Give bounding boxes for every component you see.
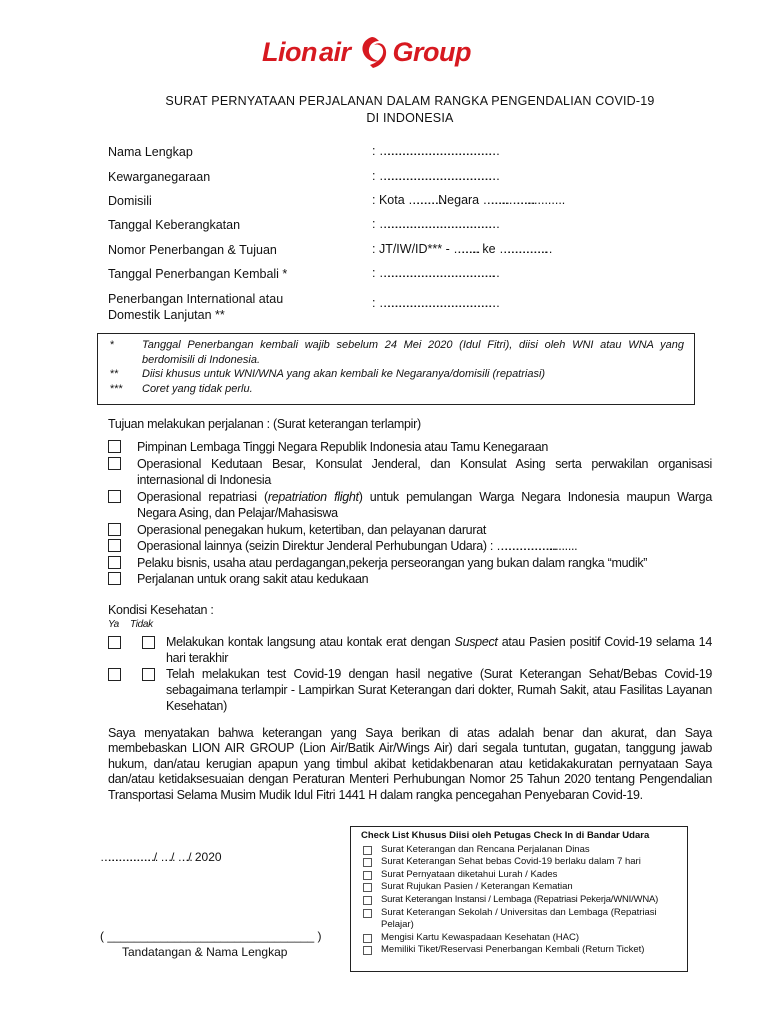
purpose-checkbox[interactable] (108, 457, 121, 470)
field-label-onward-flight: Penerbangan International atau Domestik Lanjutan ** (108, 292, 284, 322)
footnotes-box (97, 333, 695, 405)
footnote-mark: ** (110, 368, 119, 380)
field-value-domicile[interactable]: : Kota ……………………Negara ……………..……………........... (372, 193, 566, 207)
signature-caption: Tandatangan & Nama Lengkap (122, 945, 288, 959)
purpose-option (108, 489, 712, 522)
health-question (108, 666, 712, 714)
checklist-item (361, 881, 681, 894)
footnote (98, 367, 694, 382)
checklist-checkbox[interactable] (363, 858, 372, 867)
purpose-option-label: Operasional penegakan hukum, ketertiban, dan pelayanan darurat (137, 522, 487, 537)
health-column-no: Tidak (130, 618, 153, 630)
health-question-label: Telah melakukan test Covid-19 dengan hasil negative (Surat Keterangan Sehat/Bebas Covid-19 sebagaimana terlampir - Lampirkan Surat Keterangan dari dokter, Rumah Sakit, atau Fasilitas Layanan Kesehatan) (166, 666, 712, 713)
health-yes-checkbox[interactable] (108, 668, 121, 681)
checklist-checkbox[interactable] (363, 946, 372, 955)
health-columns (108, 618, 712, 631)
health-column-yes: Ya (108, 618, 119, 630)
health-question-label: Melakukan kontak langsung atau kontak erat dengan Suspect atau Pasien positif Covid-19 selama 14 hari terakhir (166, 634, 712, 665)
health-no-checkbox[interactable] (142, 668, 155, 681)
field-value-onward-flight[interactable]: : ……………………………………………………………………………… (372, 296, 492, 310)
purpose-checkbox[interactable] (108, 556, 121, 569)
checklist-checkbox[interactable] (363, 846, 372, 855)
document-title-line2: DI INDONESIA (366, 111, 454, 125)
purpose-heading: Tujuan melakukan perjalanan : (Surat keterangan terlampir) (108, 417, 421, 431)
field-label-domicile: Domisili (108, 194, 152, 208)
purpose-checkbox[interactable] (108, 539, 121, 552)
health-no-checkbox[interactable] (142, 636, 155, 649)
checklist-checkbox[interactable] (363, 871, 372, 880)
checklist-title: Check List Khusus Diisi oleh Petugas Check In di Bandar Udara (361, 830, 650, 841)
field-value-return-date[interactable]: : ………………………………………………………………………………. (372, 266, 495, 280)
logo-text-group: Group (392, 36, 472, 67)
checklist-item (361, 856, 681, 869)
logo-text-air: air (318, 36, 351, 67)
field-value-name[interactable]: : ……………………………………………………………………………… (372, 144, 492, 158)
purpose-option (108, 456, 712, 489)
checklist-item-label: Surat Keterangan dan Rencana Perjalanan Dinas (381, 843, 590, 855)
purpose-checkbox[interactable] (108, 523, 121, 536)
checklist-item (361, 869, 681, 882)
signature-name-line[interactable]: ( _______________________________ ) (100, 929, 322, 943)
footnote-mark: * (110, 339, 115, 351)
purpose-checkbox[interactable] (108, 572, 121, 585)
date-line[interactable]: …………………………………… / …… / …… / 2020 (100, 850, 222, 864)
footnote-text: Tanggal Penerbangan kembali wajib sebelum 24 Mei 2020 (Idul Fitri), diisi oleh WNI atau WNA yang berdomisili di Indonesia. (142, 339, 684, 366)
checklist-item-label: Surat Keterangan Instansi / Lembaga (Repatriasi Pekerja/WNI/WNA) (381, 893, 659, 905)
purpose-option (108, 571, 712, 588)
checklist-item-label: Mengisi Kartu Kewaspadaan Kesehatan (HAC) (381, 931, 580, 943)
checklist-item-label: Surat Keterangan Sekolah / Universitas dan Lembaga (Repatriasi Pelajar) (381, 906, 657, 931)
checklist-item (361, 932, 681, 945)
field-value-departure-date[interactable]: : ……………………………………………………………………………… (372, 217, 492, 231)
field-label-flight-number: Nomor Penerbangan & Tujuan (108, 243, 277, 257)
purpose-option (108, 538, 712, 555)
checklist-checkbox[interactable] (363, 896, 372, 905)
document-title-line1: SURAT PERNYATAAN PERJALANAN DALAM RANGKA PENGENDALIAN COVID-19 (165, 94, 655, 108)
footnote-mark: *** (110, 382, 123, 395)
footnote (98, 382, 694, 397)
field-label-departure-date: Tanggal Keberangkatan (108, 218, 241, 232)
field-label-nationality: Kewarganegaraan (108, 170, 211, 184)
purpose-option-label: Pelaku bisnis, usaha atau perdagangan,pekerja perseorangan yang bukan dalam rangka “mudik” (137, 555, 648, 570)
footnote-text: Diisi khusus untuk WNI/WNA yang akan kembali ke Negaranya/domisili (repatriasi) (142, 368, 546, 380)
purpose-checkbox[interactable] (108, 440, 121, 453)
lion-emblem-icon (357, 35, 387, 69)
checklist-item (361, 944, 681, 957)
logo-text-lion: Lion (262, 36, 317, 67)
purpose-option-label: Pimpinan Lembaga Tinggi Negara Republik Indonesia atau Tamu Kenegaraan (137, 440, 549, 454)
purpose-option-label: Perjalanan untuk orang sakit atau kedukaan (137, 572, 369, 586)
checklist-checkbox[interactable] (363, 883, 372, 892)
purpose-option (108, 555, 712, 572)
field-value-flight-number[interactable]: : JT/IW/ID*** - …………….. ke ………………………………. (372, 242, 548, 256)
checklist-checkbox[interactable] (363, 909, 372, 918)
health-heading: Kondisi Kesehatan : (108, 602, 214, 617)
checklist-item (361, 894, 681, 907)
checkin-checklist-box (350, 826, 688, 972)
lion-air-group-logo (262, 32, 524, 72)
health-yes-checkbox[interactable] (108, 636, 121, 649)
purpose-option (108, 522, 712, 539)
purpose-option-label: Operasional Kedutaan Besar, Konsulat Jenderal, dan Konsulat Asing serta perwakilan organisasi internasional di Indonesia (137, 456, 712, 487)
checklist-checkbox[interactable] (363, 934, 372, 943)
checklist-item-label: Memiliki Tiket/Reservasi Penerbangan Kembali (Return Ticket) (381, 944, 645, 956)
field-label-name: Nama Lengkap (108, 145, 193, 159)
form-body (108, 416, 712, 803)
field-value-nationality[interactable]: : ……………………………………………………………………………… (372, 169, 492, 183)
purpose-option-label: Operasional repatriasi (repatriation flight) untuk pemulangan Warga Negara Indonesia maupun Warga Negara Asing, dan Pelajar/Mahasiswa (137, 489, 712, 520)
declaration-paragraph: Saya menyatakan bahwa keterangan yang Saya berikan di atas adalah benar dan akurat, dan Saya membebaskan LION AIR GROUP (Lion Air/Batik Air/Wings Air) dari segala tuntutan, gugatan, tanggung jawab hukum, dan/atau kerugian apapun yang timbul akibat ketidakbenaran atau ketidakakuratan pernyataan Saya dan/atau ketidaksesuaian dengan Peraturan Menteri Perhubungan Nomor 25 Tahun 2020 tentang Pengendalian Transportasi Selama Musim Mudik Idul Fitri 1441 H dalam rangka pencegahan Penyebaran Covid-19. (108, 725, 712, 802)
footnote (98, 338, 694, 367)
checklist-item (361, 907, 681, 932)
checklist-item-label: Surat Keterangan Sehat bebas Covid-19 berlaku dalam 7 hari (381, 856, 641, 868)
field-label-return-date: Tanggal Penerbangan Kembali * (108, 267, 288, 281)
health-question (108, 634, 712, 666)
purpose-option-label: Operasional lainnya (seizin Direktur Jenderal Perhubungan Udara) : ……………………………………......... (137, 539, 578, 553)
footnote-text: Coret yang tidak perlu. (142, 382, 253, 395)
checklist-item-label: Surat Rujukan Pasien / Keterangan Kematian (381, 881, 573, 893)
purpose-option (108, 439, 712, 456)
purpose-checkbox[interactable] (108, 490, 121, 503)
checklist-item-label: Surat Pernyataan diketahui Lurah / Kades (381, 868, 558, 880)
checklist-item (361, 844, 681, 857)
